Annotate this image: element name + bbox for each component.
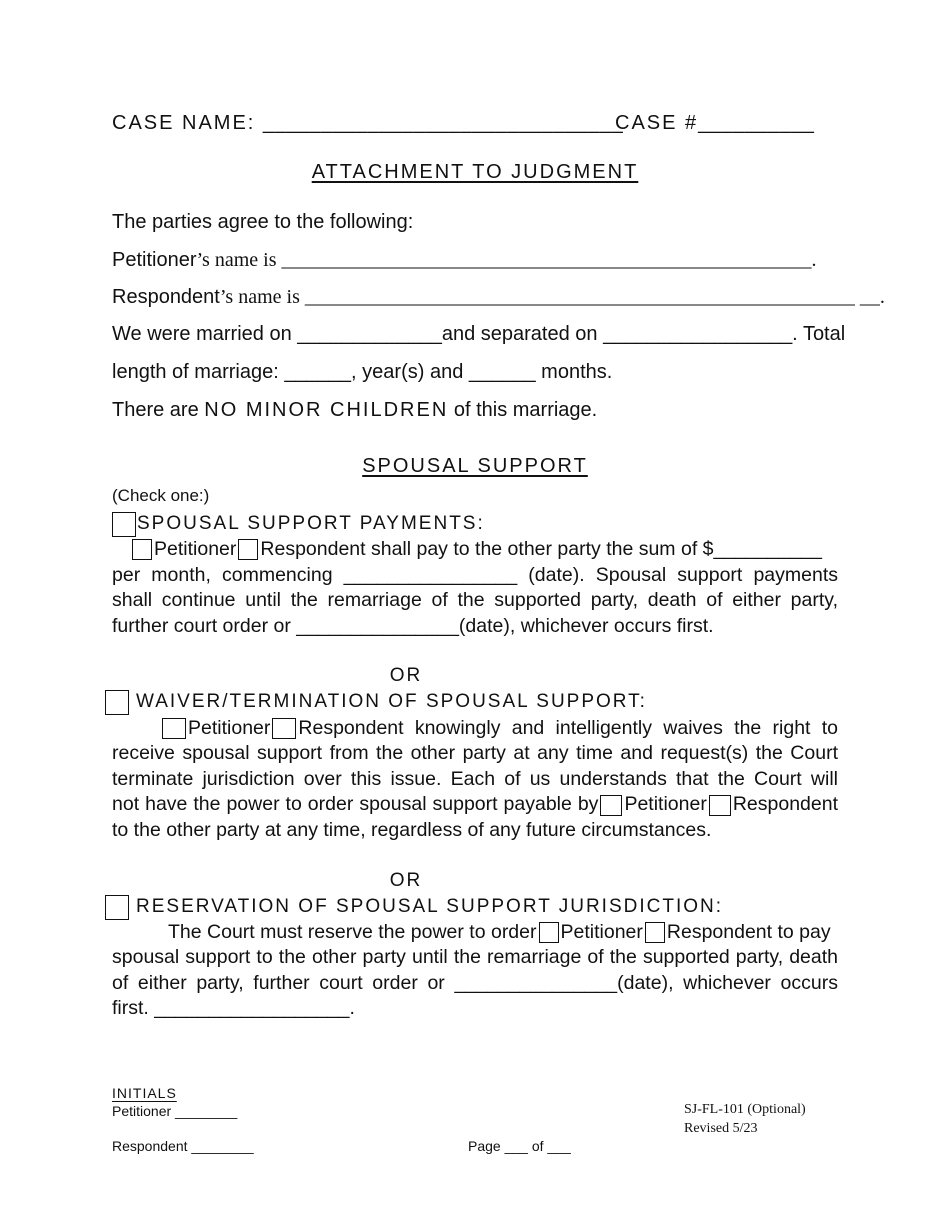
marriage-dates-line[interactable]: We were married on _____________and separated on _________________. Total [112,323,846,345]
petitioner-label: Petitioner [112,249,197,271]
page-title: ATTACHMENT TO JUDGMENT [311,161,639,183]
payments-petitioner-label: Petitioner [154,538,237,560]
waiver-line2: receive spousal support from the other party at any time and request(s) the Court [112,742,838,765]
agree-text: The parties agree to the following: [112,211,414,233]
case-name-field[interactable]: _______________________________ [262,112,624,134]
reservation-respondent-checkbox[interactable] [645,922,665,943]
payments-heading: SPOUSAL SUPPORT PAYMENTS: [137,513,485,534]
reservation-line3[interactable]: of either party, further court order or _______________(date), whichever occurs [112,971,838,994]
waiver-petitioner-label: Petitioner [188,717,271,739]
payments-checkbox[interactable] [112,512,136,537]
spousal-support-heading: SPOUSAL SUPPORT [362,455,588,477]
initials-label: INITIALS [112,1085,177,1101]
petitioner-name-field[interactable]: ’s name is _____________________________________________________. [196,249,817,271]
waiver-line5: to the other party at any time, regardless of any future circumstances. [112,818,712,841]
payments-line1 [130,538,822,561]
children-caps: NO MINOR CHILDREN [204,399,449,421]
check-one-note: (Check one:) [112,486,210,505]
petitioner-name-line [112,249,817,272]
children-suffix: of this marriage. [448,399,598,421]
waiver-line4 [112,792,838,817]
reservation-line4[interactable]: first. __________________. [112,997,355,1020]
respondent-initials-field[interactable]: Respondent ________ [112,1138,254,1154]
respondent-label: Respondent [112,286,220,308]
marriage-length-line[interactable]: length of marriage: ______, year(s) and ______ months. [112,361,613,383]
case-number-line [615,112,814,135]
reservation-heading: RESERVATION OF SPOUSAL SUPPORT JURISDICTION: [136,896,724,917]
form-id: SJ-FL-101 (Optional) [684,1102,806,1117]
payments-line4[interactable]: further court order or _______________(date), whichever occurs first. [112,614,714,637]
children-prefix: There are [112,399,205,421]
case-number-field[interactable]: __________ [698,112,815,134]
respondent-name-line [112,286,885,309]
waiver-payable-respondent-checkbox[interactable] [709,795,731,816]
minor-children-line [112,399,597,422]
payments-body [112,563,838,639]
reservation-petitioner-label: Petitioner [560,921,643,943]
page-number[interactable]: Page ___ of ___ [468,1138,571,1154]
or-divider-1: OR [389,665,423,686]
waiver-payable-petitioner-checkbox[interactable] [600,795,622,816]
payments-petitioner-checkbox[interactable] [132,539,152,560]
waiver-line1-text: Respondent knowingly and intelligently waives the right to [298,717,838,739]
reservation-line2: spousal support to the other party until the remarriage of the supported party, death [112,946,838,969]
payments-line3: shall continue until the remarriage of the supported party, death of either party, [112,589,838,612]
reservation-line1-text: The Court must reserve the power to order [168,921,537,943]
payments-amount-text[interactable]: Respondent shall pay to the other party the sum of $__________ [260,538,822,560]
reservation-checkbox[interactable] [105,895,129,920]
form-revised: Revised 5/23 [684,1121,758,1136]
reservation-respondent-label: Respondent to pay [666,921,831,943]
waiver-petitioner-checkbox[interactable] [162,718,186,739]
petitioner-initials-field[interactable]: Petitioner ________ [112,1103,238,1119]
waiver-heading: WAIVER/TERMINATION OF SPOUSAL SUPPORT: [136,691,647,712]
waiver-checkbox[interactable] [105,690,129,715]
payments-respondent-checkbox[interactable] [238,539,258,560]
waiver-payable-petitioner-label: Petitioner [624,793,707,816]
payments-line2[interactable]: per month, commencing ________________ (date). Spousal support payments [112,564,838,586]
waiver-respondent-checkbox[interactable] [272,718,296,739]
waiver-payable-respondent-label: Respondent [732,793,838,816]
case-name-label: CASE NAME: [112,112,256,134]
case-name-line [112,112,623,135]
waiver-line1 [112,716,838,741]
reservation-body [112,920,838,1022]
waiver-line3: terminate jurisdiction over this issue. Each of us understands that the Court will [112,767,838,790]
waiver-line4-text: not have the power to order spousal support payable by [112,793,599,816]
respondent-name-field[interactable]: ’s name is _______________________________________________________ __. [219,286,885,308]
or-divider-2: OR [389,870,423,891]
reservation-line1 [112,920,838,945]
waiver-body [112,716,838,843]
reservation-petitioner-checkbox[interactable] [539,922,559,943]
case-number-label: CASE # [615,112,699,134]
